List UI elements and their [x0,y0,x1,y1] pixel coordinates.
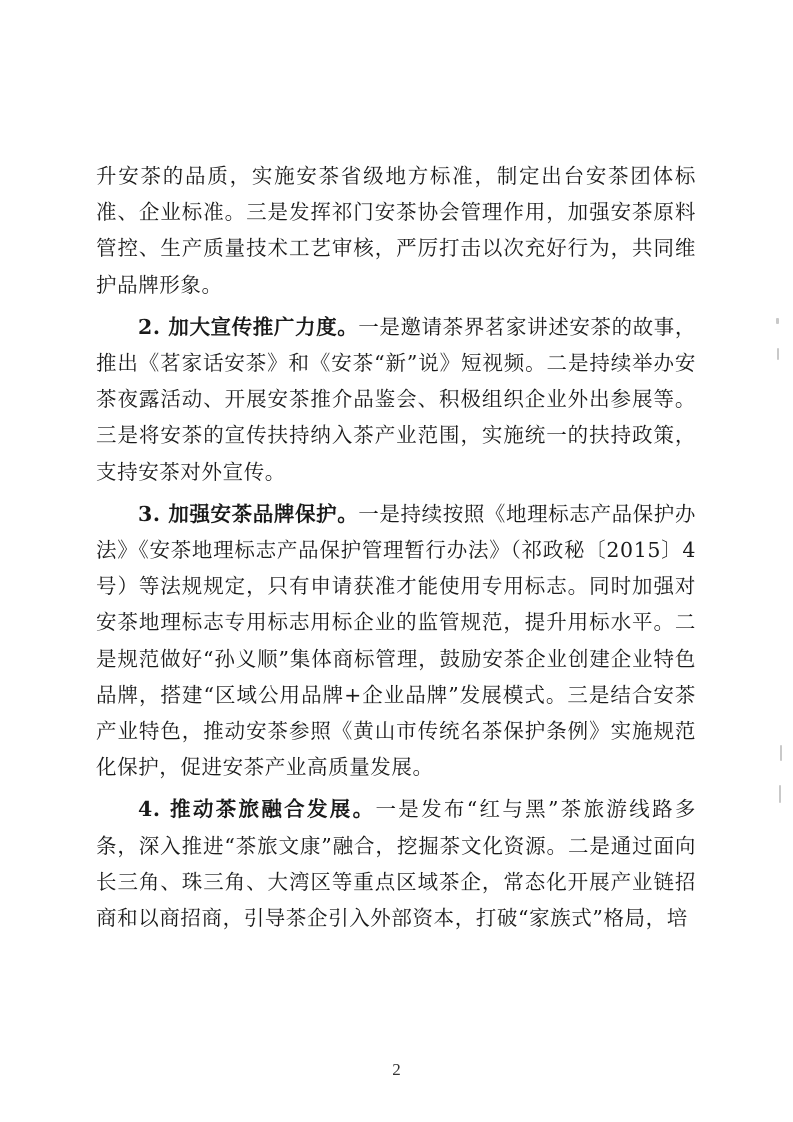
section-heading: 4. 推动茶旅融合发展。 [138,797,376,822]
section-heading: 3. 加强安茶品牌保护。 [138,501,359,526]
document-body [96,158,696,936]
paragraph-tea-tourism [96,791,696,936]
paragraph-continued [96,158,696,303]
paragraph-text: 一是发布“红与黑”茶旅游线路多条，深入推进“茶旅文康”融合，挖掘茶文化资源。二是通过面向长三角、珠三角、大湾区等重点区域茶企，常态化开展产业链招商和以商招商，引导茶企引入外部资本，打破“家族式”格局，培 [96,797,696,931]
page-number: 2 [392,1060,401,1079]
scan-artifact [779,785,781,803]
paragraph-text: 一是持续按照《地理标志产品保护办法》《安茶地理标志产品保护管理暂行办法》（祁政秘〔2015〕4号）等法规规定，只有申请获准才能使用专用标志。同时加强对安茶地理标志专用标志用标企业的监管规范，提升用标水平。二是规范做好“孙义顺”集体商标管理，鼓励安茶企业创建企业特色品牌，搭建“区域公用品牌+企业品牌”发展模式。三是结合安茶产业特色，推动安茶参照《黄山市传统名茶保护条例》实施规范化保护，促进安茶产业高质量发展。 [96,501,696,780]
scan-artifact [777,348,779,360]
paragraph-text: 一是邀请茶界茗家讲述安茶的故事，推出《茗家话安茶》和《安茶“新”说》短视频。二是持续举办安茶夜露活动、开展安茶推介品鉴会、积极组织企业外出参展等。三是将安茶的宣传扶持纳入茶产业范围，实施统一的扶持政策，支持安茶对外宣传。 [96,314,696,484]
section-heading: 2. 加大宣传推广力度。 [138,314,359,339]
scan-artifact [776,318,779,324]
paragraph-text: 升安茶的品质，实施安茶省级地方标准，制定出台安茶团体标准、企业标准。三是发挥祁门安茶协会管理作用，加强安茶原料管控、生产质量技术工艺审核，严厉打击以次充好行为，共同维护品牌形象。 [96,164,696,297]
paragraph-brand-protection [96,496,696,786]
paragraph-publicity [96,309,696,490]
scan-artifact [780,745,782,761]
